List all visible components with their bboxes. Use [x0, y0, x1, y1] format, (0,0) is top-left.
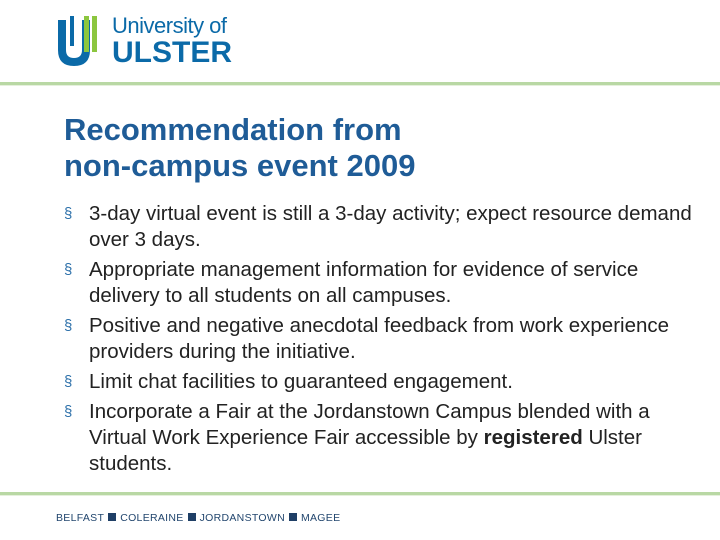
- bullet-item: [64, 399, 704, 477]
- bullet-text: Limit chat facilities to guaranteed engagement.: [89, 370, 513, 393]
- slide-title-line1: Recommendation from: [64, 112, 402, 147]
- bullet-marker-icon: §: [64, 403, 73, 420]
- bullet-item: [64, 257, 704, 309]
- bullet-text-bold: registered: [483, 426, 583, 449]
- bullet-item: [64, 369, 704, 395]
- footer-divider-shadow: [0, 495, 720, 496]
- bullet-marker-icon: §: [64, 317, 73, 334]
- logo-line2: ULSTER: [112, 36, 232, 69]
- bullet-text-after: Ulster students.: [89, 426, 642, 475]
- slide-title: [64, 112, 664, 184]
- bullet-text: 3-day virtual event is still a 3-day activity; expect resource demand over 3 days.: [89, 202, 692, 251]
- footer-campus-magee: MAGEE: [300, 512, 341, 524]
- footer-campus-belfast: BELFAST: [56, 512, 105, 524]
- bullet-text: Positive and negative anecdotal feedback from work experience providers during the initiative.: [89, 314, 670, 363]
- bullet-marker-icon: §: [64, 261, 73, 278]
- university-logo-text: [112, 14, 232, 68]
- bullet-item: [64, 201, 704, 253]
- footer-campus-coleraine: COLERAINE: [120, 512, 184, 524]
- slide-title-line2: non-campus event 2009: [64, 148, 416, 183]
- footer-separator-icon: [108, 513, 116, 521]
- footer-campus-jordanstown: JORDANSTOWN: [199, 512, 285, 524]
- bullet-marker-icon: §: [64, 373, 73, 390]
- bullet-marker-icon: §: [64, 205, 73, 222]
- header-divider-shadow: [0, 85, 720, 86]
- footer-separator-icon: [289, 513, 297, 521]
- bullet-item: [64, 313, 704, 365]
- footer-campuses: [56, 512, 340, 524]
- bullet-text: Appropriate management information for evidence of service delivery to all students on all campuses.: [89, 258, 639, 307]
- bullet-list: [64, 201, 704, 481]
- logo-line1: University of: [112, 13, 227, 38]
- footer-separator-icon: [188, 513, 196, 521]
- bullet-text-before: Incorporate a Fair at the Jordanstown Campus blended with a Virtual Work Experience Fair accessible by: [89, 400, 650, 449]
